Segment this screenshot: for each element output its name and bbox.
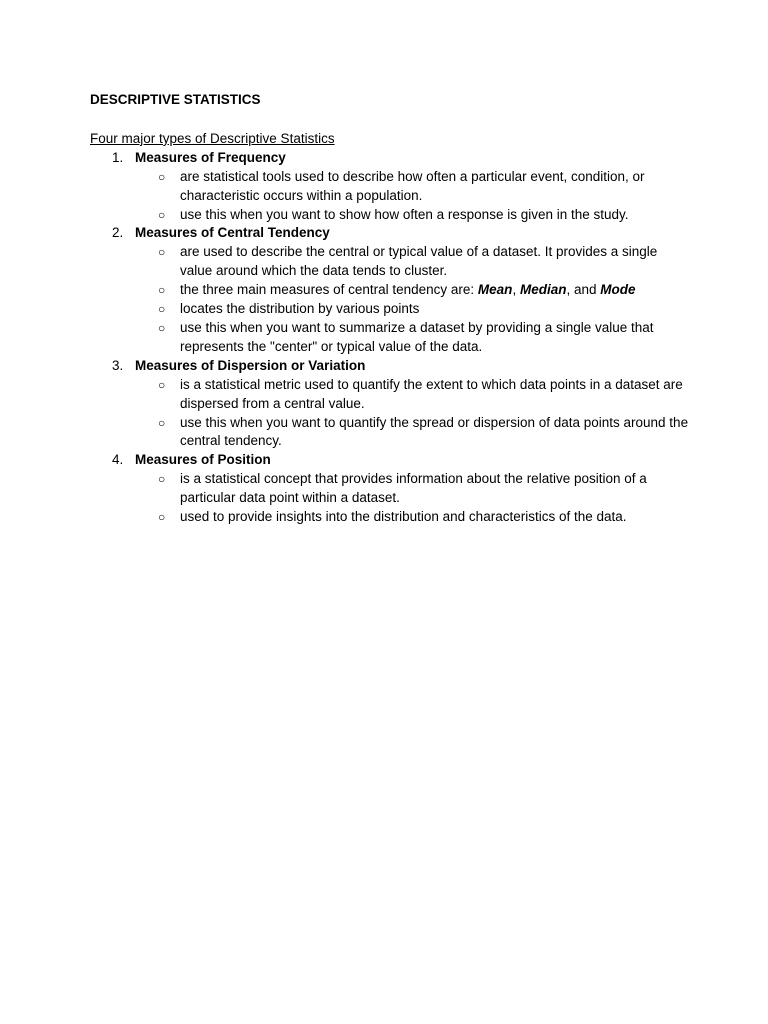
- hollow-circle-bullet-icon: ○: [158, 283, 166, 298]
- sub-list: [135, 376, 690, 452]
- sub-list-item: [135, 470, 690, 508]
- list-item-central-tendency: [90, 224, 690, 356]
- sub-list-item: [135, 281, 690, 300]
- list-number: 3.: [112, 357, 124, 373]
- document-page: [90, 91, 690, 527]
- sub-list-text: is a statistical metric used to quantify the extent to which data points in a dataset are dispersed from a central value.: [180, 376, 683, 411]
- sub-list-item: [135, 206, 690, 225]
- sub-list-item: [135, 243, 690, 281]
- sub-list-text: use this when you want to quantify the spread or dispersion of data points around the central tendency.: [180, 414, 689, 449]
- hollow-circle-bullet-icon: ○: [158, 245, 166, 260]
- sub-list-text: used to provide insights into the distribution and characteristics of the data.: [180, 509, 627, 525]
- sub-list: [135, 243, 690, 356]
- sub-list-item: [135, 168, 690, 206]
- sub-list-text: are statistical tools used to describe how often a particular event, condition, or characteristic occurs within a population.: [180, 168, 645, 203]
- list-number: 2.: [112, 225, 124, 241]
- sub-list-item: [135, 319, 690, 357]
- hollow-circle-bullet-icon: ○: [158, 510, 166, 525]
- sub-list-text: use this when you want to show how often a response is given in the study.: [180, 206, 629, 222]
- hollow-circle-bullet-icon: ○: [158, 472, 166, 487]
- sub-list-item: [135, 300, 690, 319]
- document-title: DESCRIPTIVE STATISTICS: [90, 92, 261, 107]
- separator: ,: [512, 282, 520, 298]
- hollow-circle-bullet-icon: ○: [158, 320, 166, 335]
- hollow-circle-bullet-icon: ○: [158, 377, 166, 392]
- term-mode: Mode: [600, 282, 636, 298]
- list-item-dispersion: [90, 357, 690, 452]
- term-median: Median: [519, 282, 567, 298]
- hollow-circle-bullet-icon: ○: [158, 415, 166, 430]
- list-item-title: Measures of Position: [135, 452, 271, 468]
- types-list: [90, 149, 690, 527]
- sub-list-text: [180, 282, 636, 297]
- hollow-circle-bullet-icon: ○: [158, 169, 166, 184]
- list-item-title: Measures of Central Tendency: [135, 225, 330, 241]
- hollow-circle-bullet-icon: ○: [158, 207, 166, 222]
- list-item-position: [90, 451, 690, 527]
- sub-list-text: locates the distribution by various points: [180, 301, 420, 317]
- separator: , and: [566, 282, 601, 298]
- sub-list-item: [135, 414, 690, 452]
- sub-list-item: [135, 376, 690, 414]
- sub-list-text: are used to describe the central or typical value of a dataset. It provides a single value around which the data tends to cluster.: [180, 244, 658, 279]
- sub-list: [135, 168, 690, 225]
- sub-list: [135, 470, 690, 527]
- sub-list-item: [135, 508, 690, 527]
- term-mean: Mean: [477, 282, 513, 298]
- document-subtitle: Four major types of Descriptive Statistics: [90, 130, 335, 146]
- sub-list-text: use this when you want to summarize a dataset by providing a single value that represents the "center" or typical value of the data.: [180, 319, 654, 354]
- sub-list-text-prefix: the three main measures of central tendency are:: [180, 282, 478, 298]
- hollow-circle-bullet-icon: ○: [158, 302, 166, 317]
- list-number: 1.: [112, 149, 124, 165]
- sub-list-text: is a statistical concept that provides information about the relative position of a particular data point within a dataset.: [180, 471, 647, 506]
- list-number: 4.: [112, 452, 124, 468]
- list-item-title: Measures of Dispersion or Variation: [135, 357, 366, 373]
- list-item-frequency: [90, 149, 690, 225]
- list-item-title: Measures of Frequency: [135, 149, 286, 165]
